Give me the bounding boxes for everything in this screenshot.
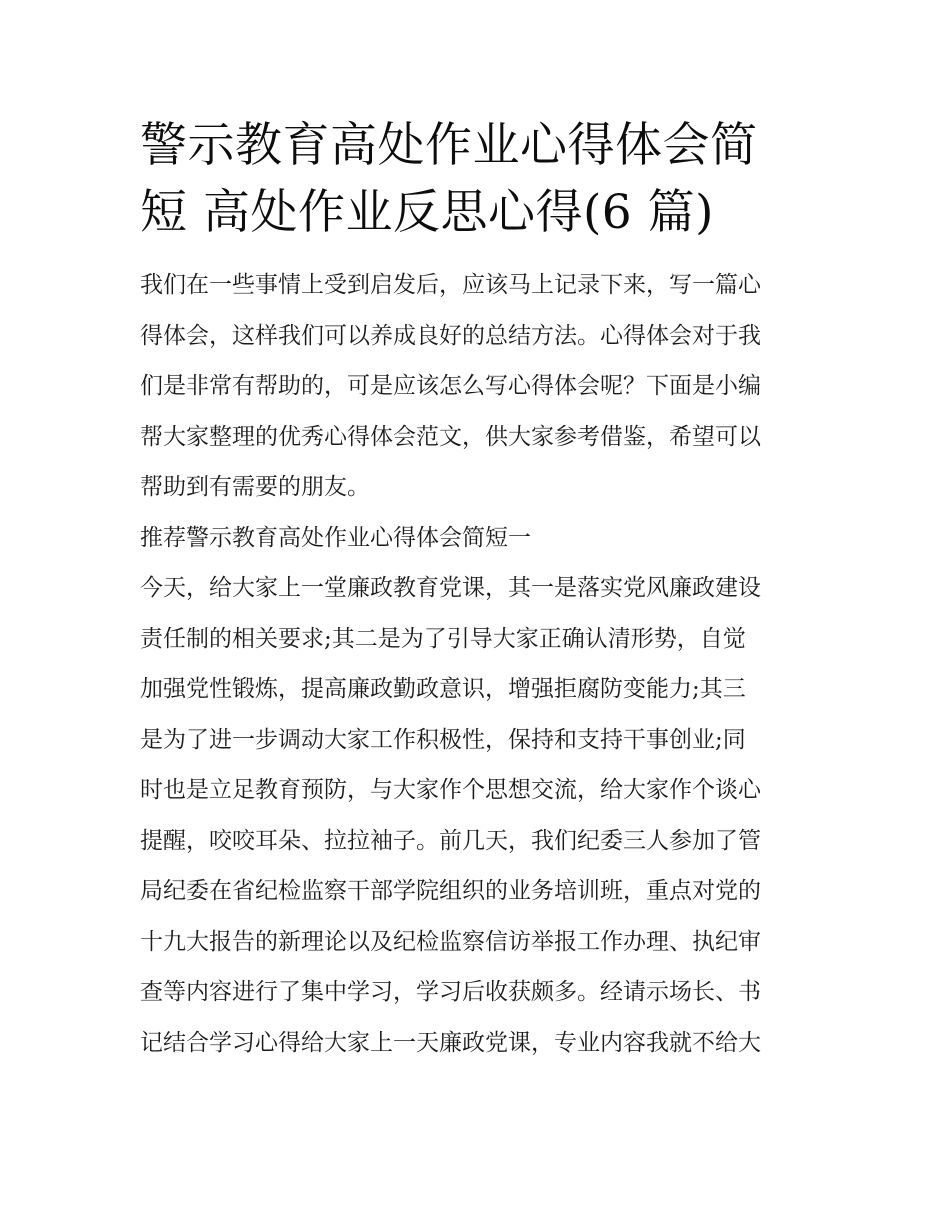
intro-line: 帮助到有需要的朋友。: [140, 474, 370, 500]
intro-line: 们是非常有帮助的，可是应该怎么写心得体会呢？下面是小编: [140, 373, 761, 399]
paragraph-line: 查等内容进行了集中学习，学习后收获颇多。经请示场长、书: [140, 979, 761, 1005]
paragraph-line: 今天，给大家上一堂廉政教育党课，其一是落实党风廉政建设: [140, 575, 761, 601]
title-line: 警示教育高处作业心得体会简: [140, 118, 758, 173]
title-line: 短 高处作业反思心得(6 篇): [140, 185, 714, 240]
paragraph-line: 加强党性锻炼，提高廉政勤政意识，增强拒腐防变能力;其三: [140, 676, 746, 702]
intro-line: 帮大家整理的优秀心得体会范文，供大家参考借鉴，希望可以: [140, 423, 761, 450]
intro-line: 得体会，这样我们可以养成良好的总结方法。心得体会对于我: [140, 322, 761, 349]
paragraph-line: 提醒，咬咬耳朵、拉拉袖子。前几天，我们纪委三人参加了管: [140, 827, 761, 854]
document-body: [140, 260, 812, 1068]
intro-line: 我们在一些事情上受到启发后，应该马上记录下来，写一篇心: [140, 272, 761, 298]
section-heading: 推荐警示教育高处作业心得体会简短一: [140, 524, 531, 551]
paragraph-line: 十九大报告的新理论以及纪检监察信访举报工作办理、执纪审: [140, 928, 761, 955]
paragraph-line: 时也是立足教育预防，与大家作个思想交流，给大家作个谈心: [140, 777, 761, 803]
paragraph-line: 记结合学习心得给大家上一天廉政党课，专业内容我就不给大: [140, 1029, 761, 1056]
paragraph-line: 局纪委在省纪检监察干部学院组织的业务培训班，重点对党的: [140, 878, 761, 904]
document-title: [140, 112, 812, 246]
paragraph-line: 责任制的相关要求;其二是为了引导大家正确认清形势，自觉: [140, 625, 746, 652]
document-content: [140, 112, 812, 1068]
paragraph-line: 是为了进一步调动大家工作积极性，保持和支持干事创业;同: [140, 726, 746, 753]
